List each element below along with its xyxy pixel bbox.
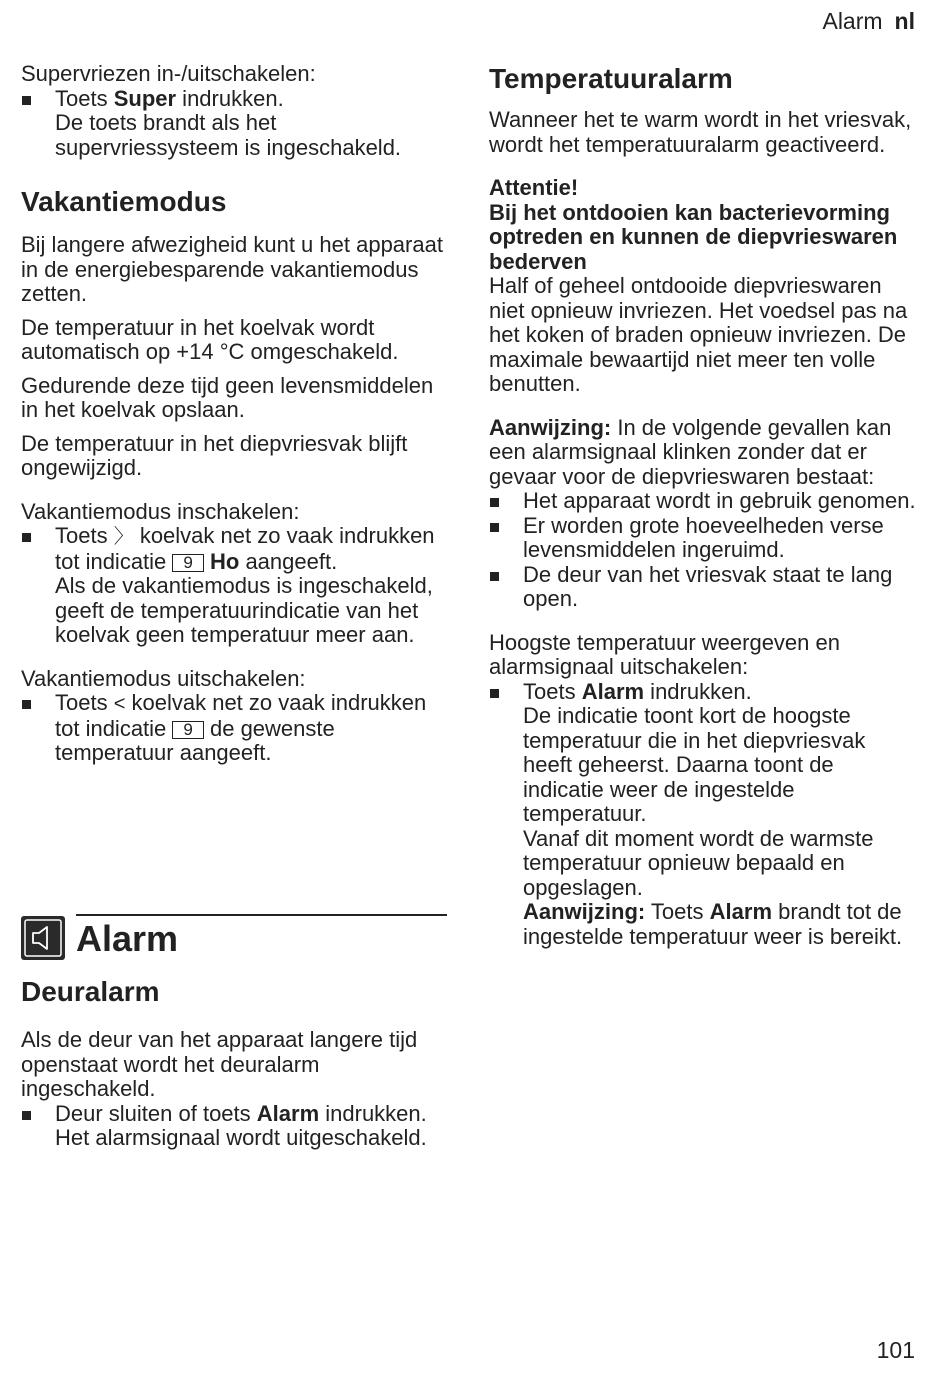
- inschakelen-list: [21, 524, 451, 648]
- paragraph: Gedurende deze tijd geen levensmiddelen in het koelvak opslaan.: [21, 372, 434, 422]
- list-item: De deur van het vriesvak staat te lang open.: [489, 563, 919, 612]
- list-item: Toets < koelvak net zo vaak indrukken tot indicatie 9 de gewenste temperatuur aangeeft.: [21, 691, 451, 766]
- aanwijzing-label: Aanwijzing:: [489, 414, 612, 440]
- attentie-text: Half of geheel ontdooide diepvrieswaren niet opnieuw invriezen. Het voedsel pas na het koken of braden opnieuw invriezen. De maximale bewaartijd niet meer ten volle benutten.: [489, 273, 908, 396]
- hoogste-intro: Hoogste temperatuur weergeven en alarmsignaal uitschakelen:: [489, 629, 840, 679]
- supervriezen-list: [21, 87, 451, 161]
- chevron-right-icon: 〉: [113, 526, 134, 548]
- bullet-icon: [490, 498, 499, 507]
- key-alarm: Alarm: [256, 1100, 320, 1126]
- inschakelen-intro: Vakantiemodus inschakelen:: [21, 498, 300, 524]
- temperatuuralarm-heading: Temperatuuralarm: [489, 63, 733, 94]
- supervriezen-detail: De toets brandt als het supervriessysteem is ingeschakeld.: [55, 110, 402, 160]
- page-header: [822, 8, 915, 35]
- section-divider: [76, 914, 447, 916]
- aanwijzing-label: Aanwijzing:: [523, 899, 646, 924]
- cases-list: [489, 489, 919, 612]
- alarm-body: [21, 975, 451, 1151]
- deuralarm-heading: Deuralarm: [21, 976, 160, 1007]
- bullet-icon: [490, 523, 499, 532]
- uitschakelen-intro: Vakantiemodus uitschakelen:: [21, 665, 306, 691]
- uitschakelen-list: [21, 691, 451, 766]
- left-column: [21, 62, 451, 766]
- deuralarm-detail: Het alarmsignaal wordt uitgeschakeld.: [55, 1125, 427, 1150]
- list-item: Het apparaat wordt in gebruik genomen.: [489, 489, 919, 514]
- bullet-icon: [22, 1111, 31, 1120]
- bullet-icon: [22, 700, 31, 709]
- page-number: 101: [876, 1337, 915, 1363]
- vakantiemodus-heading: Vakantiemodus: [21, 186, 227, 217]
- hoogste-detail: De indicatie toont kort de hoogste temperatuur die in het diepvriesvak heeft geheerst. Daarna toont de indicatie weer de ingestelde temperatuur.: [523, 703, 866, 826]
- speaker-icon: [21, 916, 65, 960]
- right-column: [489, 62, 919, 949]
- bullet-icon: [22, 533, 31, 542]
- hoogste-detail: Vanaf dit moment wordt de warmste temperatuur opnieuw bepaald en opgeslagen.: [523, 825, 874, 900]
- hoogste-list: [489, 680, 919, 950]
- paragraph: De temperatuur in het koelvak wordt automatisch op +14 °C omgeschakeld.: [21, 314, 399, 364]
- aanwijzing-note: Aanwijzing: In de volgende gevallen kan een alarmsignaal klinken zonder dat er gevaar voor de diepvrieswaren bestaat:: [489, 414, 892, 489]
- inschakelen-detail: Als de vakantiemodus is ingeschakeld, geeft de temperatuurindicatie van het koelvak geen temperatuur meer aan.: [55, 573, 433, 647]
- display-value: Ho: [210, 548, 240, 574]
- paragraph: Wanneer het te warm wordt in het vriesvak, wordt het temperatuuralarm geactiveerd.: [489, 107, 912, 157]
- key-super: Super: [113, 85, 177, 111]
- list-item: Toets Alarm indrukken. De indicatie toont kort de hoogste temperatuur die in het diepvriesvak heeft geheerst. Daarna toont de indicatie weer de ingestelde temperatuur. Vanaf dit moment wordt de warmste temperatuur opnieuw bepaald en opgeslagen. Aanwijzing: Toets Alarm brandt tot de ingestelde temperatuur weer is bereikt.: [489, 680, 919, 950]
- list-item: Toets 〉 koelvak net zo vaak indrukken tot indicatie 9 Ho aangeeft. Als de vakantiemodus is ingeschakeld, geeft de temperatuurindicatie van het koelvak geen temperatuur meer aan.: [21, 524, 451, 648]
- deuralarm-list: [21, 1102, 451, 1151]
- list-item: Toets Super indrukken. De toets brandt als het supervriessysteem is ingeschakeld.: [21, 87, 451, 161]
- paragraph: Als de deur van het apparaat langere tijd openstaat wordt het deuralarm ingeschakeld.: [21, 1027, 418, 1101]
- header-language: nl: [894, 8, 915, 34]
- alarm-title: Alarm: [76, 918, 179, 959]
- key-alarm: Alarm: [709, 899, 772, 924]
- supervriezen-intro: Supervriezen in-/uitschakelen:: [21, 61, 316, 86]
- chevron-left-icon: <: [113, 693, 126, 715]
- list-item: Deur sluiten of toets Alarm indrukken. Het alarmsignaal wordt uitgeschakeld.: [21, 1102, 451, 1151]
- list-item: Er worden grote hoeveelheden verse levensmiddelen ingeruimd.: [489, 514, 919, 563]
- display-indicator: 9: [172, 721, 203, 739]
- bullet-icon: [490, 689, 499, 698]
- attentie-warning: Bij het ontdooien kan bacterievorming optreden en kunnen de diepvrieswaren bederven: [489, 199, 898, 274]
- bullet-icon: [490, 572, 499, 581]
- bullet-icon: [22, 96, 31, 105]
- paragraph: Bij langere afwezigheid kunt u het apparaat in de energiebesparende vakantiemodus zetten.: [21, 232, 443, 306]
- paragraph: De temperatuur in het diepvriesvak blijft ongewijzigd.: [21, 430, 408, 480]
- display-indicator: 9: [172, 554, 203, 572]
- header-section: Alarm: [822, 8, 883, 34]
- attentie-label: Attentie!: [489, 175, 579, 200]
- key-alarm: Alarm: [581, 678, 645, 704]
